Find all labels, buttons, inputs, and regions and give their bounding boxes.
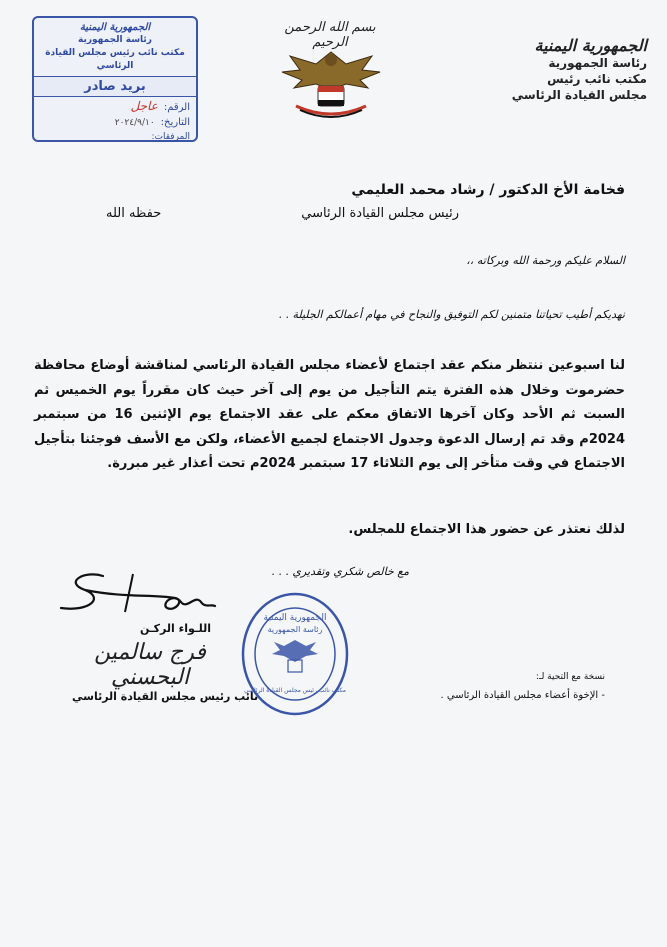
stamp-header (34, 18, 196, 73)
wishes: نهديكم أطيب تحياتنا متمنين لكم التوفيق والنجاح في مهام أعمالكم الجليلة . . (278, 308, 625, 321)
letterhead-line-2: مكتب نائب رئيس (547, 72, 647, 86)
signatory-rank: اللـواء الركـن (140, 622, 212, 635)
stamp-band-title: بريد صادر (34, 76, 196, 97)
stamp-number-row (34, 97, 196, 115)
seal-bottom-text: مكتب نائب رئيس مجلس القيادة الرئاسي (244, 687, 346, 694)
stamp-attachments-row (34, 130, 196, 144)
letterhead-country: الجمهورية اليمنية (534, 36, 647, 55)
letterhead-line-1: رئاسة الجمهورية (548, 56, 647, 70)
stamp-country: الجمهورية اليمنية (79, 22, 151, 33)
signatory-title: نائب رئيس مجلس القيادة الرئاسي (72, 690, 259, 703)
stamp-date-label: التاريخ: (160, 117, 190, 128)
addressee-name: فخامة الأخ الدكتور / رشاد محمد العليمي (351, 182, 625, 198)
regards: مع خالص شكري وتقديري . . . (271, 565, 409, 578)
greeting: السلام عليكم ورحمة الله وبركاته ،، (466, 254, 625, 267)
outgoing-mail-stamp (32, 16, 198, 142)
official-seal-icon (240, 592, 350, 716)
handwritten-signature-icon (55, 568, 225, 624)
stamp-date-value: ٢٠٢٤/٩/١٠ (114, 118, 155, 128)
stamp-number-label: الرقم: (163, 102, 190, 113)
stamp-number-value: عاجل (130, 99, 158, 113)
signatory-name: فرج سالمين البحسني (94, 640, 206, 690)
letterhead-line-3: مجلس القيادة الرئاسي (511, 88, 647, 102)
seal-top-text: الجمهورية اليمنية (263, 613, 327, 623)
seal-mid-text: رئاسة الجمهورية (267, 625, 323, 634)
cc-item: - الإخوة أعضاء مجلس القيادة الرئاسي . (440, 690, 605, 701)
bismillah-calligraphy: بسم الله الرحمن الرحيم (284, 20, 376, 50)
closing-statement: لذلك نعتذر عن حضور هذا الاجتماع للمجلس. (348, 522, 625, 537)
letterhead (497, 36, 647, 103)
stamp-line-2: مكتب نائب رئيس مجلس القيادة الرئاسي (45, 48, 185, 71)
eagle-emblem-icon (276, 46, 386, 120)
addressee-honorific: حفظه الله (106, 206, 162, 221)
stamp-date-row (34, 115, 196, 130)
stamp-attachments-label: المرفقات: (151, 132, 190, 142)
main-paragraph: لنا اسبوعين ننتظر منكم عقد اجتماع لأعضاء مجلس القيادة الرئاسي لمناقشة أوضاع محافظة حضرموت وخلال هذه الفترة يتم التأجيل من يوم إلى آخر حيث كان مقرراً يوم الخميس ثم السبت ثم الأحد وكان آخرها الاتفاق معكم على عقد الاجتماع يوم الإثنين 16 من سبتمبر 2024م وقد تم إرسال الدعوة وجدول الاجتماع لجميع الأعضاء، ولكن مع الأسف فوجئنا بتأجيل الاجتماع في وقت متأخر إلى يوم الثلاثاء 17 سبتمبر 2024م تحت أعذار غير مبررة. (34, 358, 625, 471)
addressee-title: رئيس مجلس القيادة الرئاسي (301, 206, 459, 221)
stamp-line-1: رئاسة الجمهورية (78, 35, 152, 45)
cc-heading: نسخة مع التحية لـ: (535, 672, 605, 682)
